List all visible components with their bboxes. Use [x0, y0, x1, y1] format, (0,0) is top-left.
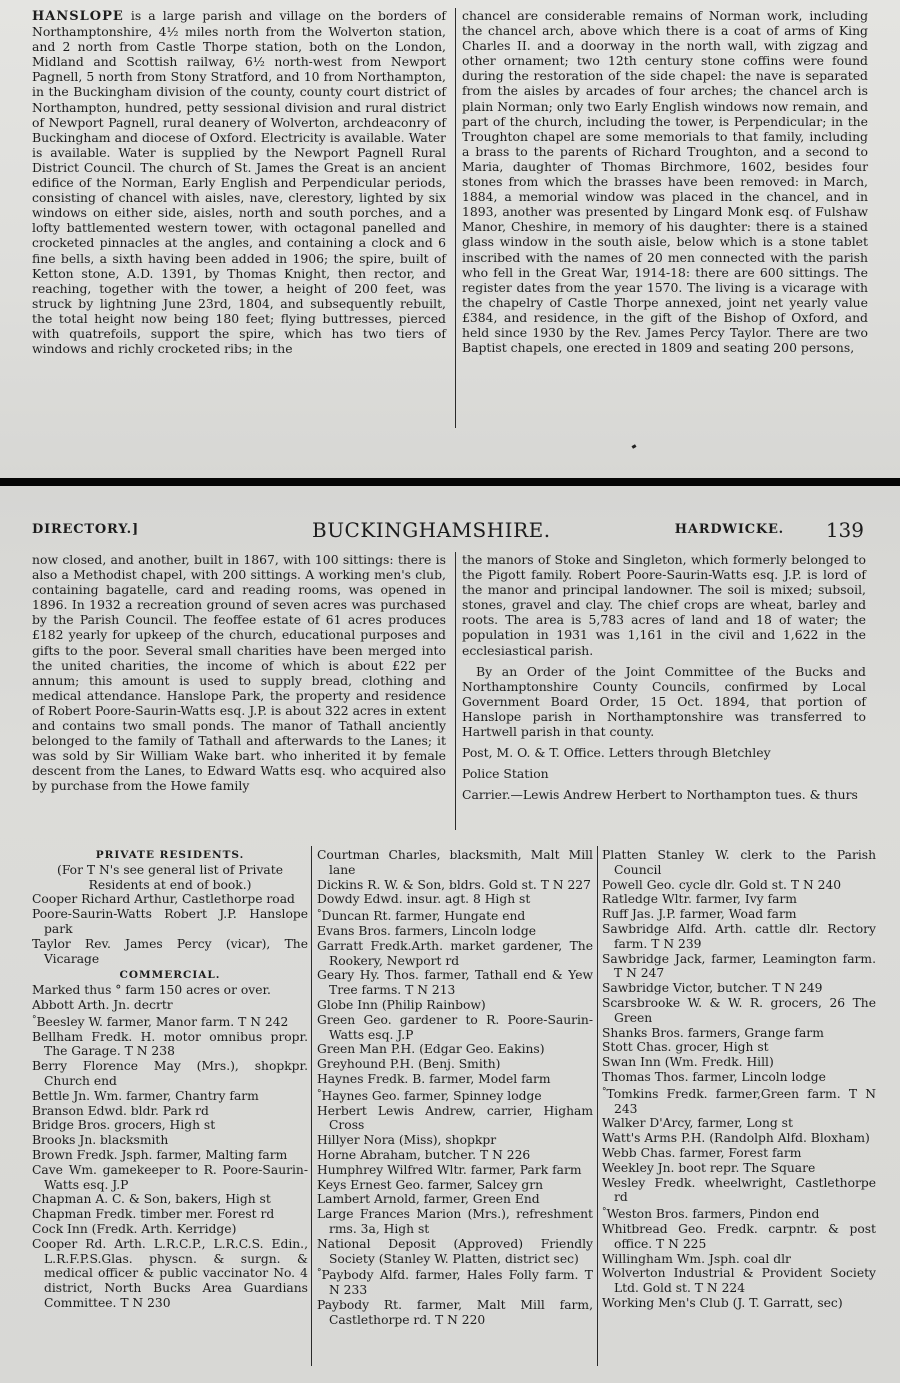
entry-text: Sawbridge Jack, farmer, Leamington farm. T N 247	[602, 951, 876, 981]
top-left-text: is a large parish and village on the borders of Northamptonshire, 4½ miles north from the Wolverton station, and 2 north from Castle Thorpe station, both on the London, Midland and Scottish railway, 6½ north-west from Newport Pagnell, 5 north from Stony Stratford, and 10 from Northampton, in the Buckingham division of the county, county court district of Northampton, hundred, petty sessional division and rural district of Newport Pagnell, rural deanery of Wolverton, archdeaconry of Buckingham and diocese of Oxford. Electricity is available. Water is available. Water is supplied by the Newport Pagnell Rural District Council. The church of St. James the Great is an ancient edifice of the Norman, Early English and Perpendicular periods, consisting of chancel with aisles, nave, clerestory, lighted by six windows on either side, aisles, north and south porches, and a lofty battlemented western tower, with octagonal panelled and crocketed pinnacles at the angles, and containing a clock and 6 fine bells, a sixth having been added in 1906; the spire, built of Ketton stone, A.D. 1391, by Thomas Knight, then rector, and reaching, together with the tower, a height of 200 feet, was struck by lightning June 23rd, 1804, and subsequently rebuilt, the total height now being 180 feet; flying buttresses, pierced with quatrefoils, support the spire, which has two tiers of windows and richly crocketed ribs; in the	[32, 8, 446, 357]
private-residents-heading: PRIVATE RESIDENTS.	[95, 849, 245, 861]
directory-entry	[317, 1104, 593, 1134]
order-paragraph: By an Order of the Joint Committee of the Bucks and Northamptonshire County Councils, confirmed by Local Government Board Order, 15 Oct. 1894, that portion of Hanslope parish in Northamptonshire was transferred to Hartwell parish in that county.	[462, 663, 866, 740]
bottom-left-column	[32, 552, 446, 794]
top-page-fragment	[0, 0, 900, 478]
manor-text: the manors of Stoke and Singleton, which formerly belonged to the Pigott family. Robert Poore-Saurin-Watts esq. J.P. is lord of the manor and principal landowner. The soil is mixed; subsoil, stones, gravel and clay. The chief crops are wheat, barley and roots. The area is 5,783 acres of land and 18 of water; the population in 1931 was 1,161 in the civil and 1,622 in the ecclesiastical parish.	[462, 552, 866, 658]
private-residents-note: (For T N's see general list of Private Residents at end of book.)	[57, 862, 283, 892]
entry-text: Green Man P.H. (Edgar Geo. Eakins)	[317, 1042, 545, 1057]
directory-entry	[317, 1192, 593, 1207]
entry-text: Beesley W. farmer, Manor farm. T N 242	[36, 1014, 289, 1029]
directory-entry	[317, 848, 593, 878]
large-farm-mark: °	[317, 909, 322, 920]
entry-text: Wesley Fredk. wheelwright, Castlethorpe rd	[602, 1175, 876, 1205]
directory-entry	[602, 892, 876, 907]
entry-text: Working Men's Club (J. T. Garratt, sec)	[602, 1295, 843, 1310]
entry-text: Haynes Geo. farmer, Spinney lodge	[321, 1088, 542, 1103]
entry-text: Chapman Fredk. timber mer. Forest rd	[32, 1207, 275, 1222]
entry-text: Humphrey Wilfred Wltr. farmer, Park farm	[317, 1162, 582, 1177]
entry-text: Webb Chas. farmer, Forest farm	[602, 1145, 802, 1160]
directory-entry	[317, 1057, 593, 1072]
entry-text: Cock Inn (Fredk. Arth. Kerridge)	[32, 1221, 237, 1236]
directory-entry	[602, 1205, 876, 1222]
directory-entry	[602, 996, 876, 1026]
bottom-left-text: now closed, and another, built in 1867, with 100 sittings: there is also a Methodist chapel, with 200 sittings. A working men's club, containing bagatelle, card and reading rooms, was opened in 1896. In 1932 a recreation ground of seven acres was purchased by the Parish Council. The feoffee estate of 61 acres produces £182 yearly for upkeep of the church, educational purposes and gifts to the poor. Several small charities have been merged into the united charities, the income of which is about £22 per annum; this amount is used to supply bread, clothing and medical attendance. Hanslope Park, the property and residence of Robert Poore-Saurin-Watts esq. J.P. is about 322 acres in extent and contains two small ponds. The manor of Tathall anciently belonged to the family of Tathall and afterwards to the Lanes; it was sold by Sir William Wake bart. who inherited it by female descent from the Lanes, to Edward Watts esq. who acquired also by purchase from the Howe family	[32, 552, 446, 794]
top-right-text: chancel are considerable remains of Norman work, including the chancel arch, above which there is a coat of arms of King Charles II. and a doorway in the north wall, with zigzag and other ornament; two 12th century stone coffins were found during the restoration of the side chapel: the nave is separated from the aisles by arcades of four arches; the chancel arch is plain Norman; only two Early English windows now remain, and part of the church, including the tower, is Perpendicular; in the Troughton chapel are some memorials to that family, including a brass to the parents of Richard Troughton, and a second to Maria, daughter of Thomas Birchmore, 1602, besides four stones from which the brasses have been removed: in March, 1884, a memorial window was placed in the chancel, and in 1893, another was presented by Lingard Monk esq. of Fulshaw Manor, Cheshire, in memory of his daughter: there is a stained glass window in the south aisle, below which is a stone tablet inscribed with the names of 20 men connected with the parish who fell in the Great War, 1914-18: there are 600 sittings. The register dates from the year 1570. The living is a vicarage with the chapelry of Castle Thorpe annexed, joint net yearly value £384, and residence, in the gift of the Bishop of Oxford, and held since 1930 by the Rev. James Percy Taylor. There are two Baptist chapels, one erected in 1809 and seating 200 persons,	[462, 8, 868, 356]
directory-entry	[317, 1266, 593, 1298]
directory-entry	[602, 1161, 876, 1176]
entry-text: Duncan Rt. farmer, Hungate end	[321, 909, 526, 924]
entry-text: Berry Florence May (Mrs.), shopkpr. Church end	[32, 1059, 308, 1088]
entry-text: Powell Geo. cycle dlr. Gold st. T N 240	[602, 877, 842, 892]
entry-text: Shanks Bros. farmers, Grange farm	[602, 1025, 824, 1040]
entry-text: Paybody Alfd. farmer, Hales Folly farm. T N 233	[321, 1268, 593, 1298]
entry-text: Dowdy Edwd. insur. agt. 8 High st	[317, 892, 531, 907]
directory-entry	[317, 939, 593, 969]
entry-text: Weekley Jn. boot repr. The Square	[602, 1160, 816, 1175]
directory-entry	[317, 1178, 593, 1193]
directory-entry	[602, 1146, 876, 1161]
directory-entry	[602, 1040, 876, 1055]
entry-text: Scarsbrooke W. & W. R. grocers, 26 The Green	[602, 995, 876, 1025]
entry-text: Herbert Lewis Andrew, carrier, Higham Cross	[317, 1103, 593, 1133]
directory-entry	[602, 848, 876, 878]
hanslope-description	[32, 8, 446, 356]
directory-entry	[32, 1118, 308, 1133]
directory-entry	[317, 1133, 593, 1148]
directory-entry	[602, 1176, 876, 1206]
directory-entry	[317, 1298, 593, 1328]
entry-text: Watt's Arms P.H. (Randolph Alfd. Bloxham)	[602, 1131, 870, 1146]
entry-text: Walker D'Arcy, farmer, Long st	[602, 1116, 793, 1131]
bottom-right-column	[462, 552, 866, 802]
entry-text: Platten Stanley W. clerk to the Parish Council	[602, 848, 876, 877]
directory-entry	[602, 981, 876, 996]
directory-entry	[602, 1055, 876, 1070]
directory-entry	[32, 1222, 308, 1237]
entry-text: Large Frances Marion (Mrs.), refreshment rms. 3a, High st	[317, 1207, 593, 1236]
directory-entry	[602, 1116, 876, 1131]
directory-entry	[317, 1148, 593, 1163]
directory-entry	[32, 1148, 308, 1163]
directory-entry	[602, 907, 876, 922]
large-farm-mark: °	[32, 1014, 37, 1025]
entry-text: Bellham Fredk. H. motor omnibus propr. The Garage. T N 238	[32, 1029, 308, 1059]
large-farm-mark: °	[602, 1207, 607, 1218]
directory-entry	[317, 924, 593, 939]
entry-text: Haynes Fredk. B. farmer, Model farm	[317, 1071, 551, 1086]
entry-text: Geary Hy. Thos. farmer, Tathall end & Yew Tree farms. T N 213	[317, 968, 593, 998]
column-rule	[597, 846, 598, 1366]
private-resident-entry: Cooper Richard Arthur, Castlethorpe road	[32, 892, 295, 907]
post-office-line: Post, M. O. & T. Office. Letters through Bletchley	[462, 745, 771, 761]
entry-text: Chapman A. C. & Son, bakers, High st	[32, 1192, 271, 1207]
directory-entry	[32, 1104, 308, 1119]
directory-column-1	[32, 848, 308, 1311]
entry-text: Ruff Jas. J.P. farmer, Woad farm	[602, 907, 797, 922]
directory-entry	[317, 998, 593, 1013]
running-head	[32, 518, 870, 544]
directory-entry	[317, 1207, 593, 1237]
entry-text: Sawbridge Victor, butcher. T N 249	[602, 981, 823, 996]
directory-entry	[602, 1252, 876, 1267]
lead-word: HANSLOPE	[32, 9, 124, 24]
entry-text: Cooper Rd. Arth. L.R.C.P., L.R.C.S. Edin., L.R.F.P.S.Glas. physcn. & surgn. & medical officer & public vaccinator No. 4 district, North Bucks Area Guardians Committee. T N 230	[32, 1236, 308, 1310]
directory-column-2	[317, 848, 593, 1328]
directory-entry	[32, 1207, 308, 1222]
entry-text: Paybody Rt. farmer, Malt Mill farm, Castlethorpe rd. T N 220	[317, 1297, 593, 1327]
entry-text: Lambert Arnold, farmer, Green End	[317, 1192, 540, 1207]
entry-text: Bettle Jn. Wm. farmer, Chantry farm	[32, 1088, 259, 1103]
entry-text: Garratt Fredk.Arth. market gardener, The Rookery, Newport rd	[317, 938, 593, 968]
directory-entry	[317, 1042, 593, 1057]
entry-text: Thomas Thos. farmer, Lincoln lodge	[602, 1069, 826, 1084]
directory-entry	[32, 1133, 308, 1148]
directory-entry	[602, 1131, 876, 1146]
directory-entry	[317, 1163, 593, 1178]
page-number: 139	[825, 518, 864, 542]
entry-text: Cave Wm. gamekeeper to R. Poore-Saurin-Watts esq. J.P	[32, 1162, 308, 1192]
large-farm-mark: °	[317, 1088, 322, 1099]
entry-text: Evans Bros. farmers, Lincoln lodge	[317, 923, 536, 938]
column-rule	[455, 8, 456, 428]
entry-text: Swan Inn (Wm. Fredk. Hill)	[602, 1055, 774, 1070]
directory-entry	[32, 1192, 308, 1207]
entry-text: Wolverton Industrial & Provident Society Ltd. Gold st. T N 224	[602, 1266, 876, 1296]
directory-entry	[32, 1013, 308, 1030]
entry-text: Green Geo. gardener to R. Poore-Saurin-Watts esq. J.P	[317, 1012, 593, 1042]
entry-text: Hillyer Nora (Miss), shopkpr	[317, 1133, 497, 1148]
directory-entry	[602, 1085, 876, 1117]
commercial-note: Marked thus ° farm 150 acres or over.	[32, 983, 271, 998]
directory-entry	[602, 922, 876, 952]
commercial-list-3	[602, 848, 876, 1311]
directory-column-3	[602, 848, 876, 1311]
running-head-right: HARDWICKE.	[674, 522, 784, 537]
entry-text: Brown Fredk. Jsph. farmer, Malting farm	[32, 1147, 288, 1162]
column-rule	[455, 552, 456, 830]
directory-entry	[32, 1237, 308, 1311]
running-head-county: BUCKINGHAMSHIRE.	[312, 518, 551, 542]
police-line: Police Station	[462, 766, 549, 782]
page-divider	[0, 478, 900, 486]
entry-text: Branson Edwd. bldr. Park rd	[32, 1103, 209, 1118]
directory-entry	[602, 878, 876, 893]
entry-text: Sawbridge Alfd. Arth. cattle dlr. Rectory farm. T N 239	[602, 921, 876, 951]
directory-entry	[317, 878, 593, 893]
entry-text: Brooks Jn. blacksmith	[32, 1133, 169, 1148]
ink-speck	[632, 444, 637, 449]
large-farm-mark: °	[317, 1268, 322, 1279]
private-resident-entry: Poore-Saurin-Watts Robert J.P. Hanslope park	[32, 907, 308, 936]
directory-entry	[317, 892, 593, 907]
entry-text: Courtman Charles, blacksmith, Malt Mill lane	[317, 848, 593, 877]
entry-text: Horne Abraham, butcher. T N 226	[317, 1147, 531, 1162]
entry-text: Bridge Bros. grocers, High st	[32, 1118, 216, 1133]
directory-entry	[32, 1030, 308, 1060]
directory-entry	[32, 1089, 308, 1104]
large-farm-mark: °	[602, 1086, 607, 1097]
directory-entry	[602, 1266, 876, 1296]
private-residents-list	[32, 892, 308, 966]
entry-text: Greyhound P.H. (Benj. Smith)	[317, 1057, 501, 1072]
entry-text: Keys Ernest Geo. farmer, Salcey grn	[317, 1177, 544, 1192]
entry-text: Tomkins Fredk. farmer,Green farm. T N 243	[606, 1086, 876, 1116]
entry-text: Weston Bros. farmers, Pindon end	[606, 1207, 820, 1222]
carrier-line: Carrier.—Lewis Andrew Herbert to Northampton tues. & thurs	[462, 787, 858, 803]
directory-entry	[602, 1070, 876, 1085]
running-head-left: DIRECTORY.]	[32, 522, 139, 537]
entry-text: Ratledge Wltr. farmer, Ivy farm	[602, 892, 797, 907]
directory-entry	[602, 1222, 876, 1252]
commercial-heading: COMMERCIAL.	[119, 969, 221, 982]
private-resident-entry: Taylor Rev. James Percy (vicar), The Vicarage	[32, 936, 308, 966]
top-left-column	[32, 8, 446, 356]
directory-entry	[32, 1163, 308, 1193]
entry-text: Globe Inn (Philip Rainbow)	[317, 997, 486, 1012]
directory-entry	[32, 1059, 308, 1089]
commercial-list-2	[317, 848, 593, 1328]
entry-text: Dickins R. W. & Son, bldrs. Gold st. T N 227	[317, 877, 591, 892]
entry-text: Willingham Wm. Jsph. coal dlr	[602, 1251, 791, 1266]
directory-entry	[602, 1296, 876, 1311]
directory-entry	[317, 1013, 593, 1043]
directory-entry	[602, 1026, 876, 1041]
directory-entry	[602, 952, 876, 982]
directory-entry	[317, 968, 593, 998]
top-right-column	[462, 8, 868, 355]
directory-entry	[317, 1237, 593, 1267]
directory-entry	[317, 1087, 593, 1104]
directory-entry	[317, 1072, 593, 1087]
directory-entry	[317, 907, 593, 924]
entry-text: Stott Chas. grocer, High st	[602, 1040, 769, 1055]
commercial-list-1	[32, 998, 308, 1311]
entry-text: Abbott Arth. Jn. decrtr	[32, 997, 173, 1012]
column-rule	[311, 846, 312, 1366]
entry-text: Whitbread Geo. Fredk. carpntr. & post office. T N 225	[602, 1221, 876, 1251]
entry-text: National Deposit (Approved) Friendly Society (Stanley W. Platten, district sec)	[317, 1236, 593, 1266]
directory-entry	[32, 998, 308, 1013]
